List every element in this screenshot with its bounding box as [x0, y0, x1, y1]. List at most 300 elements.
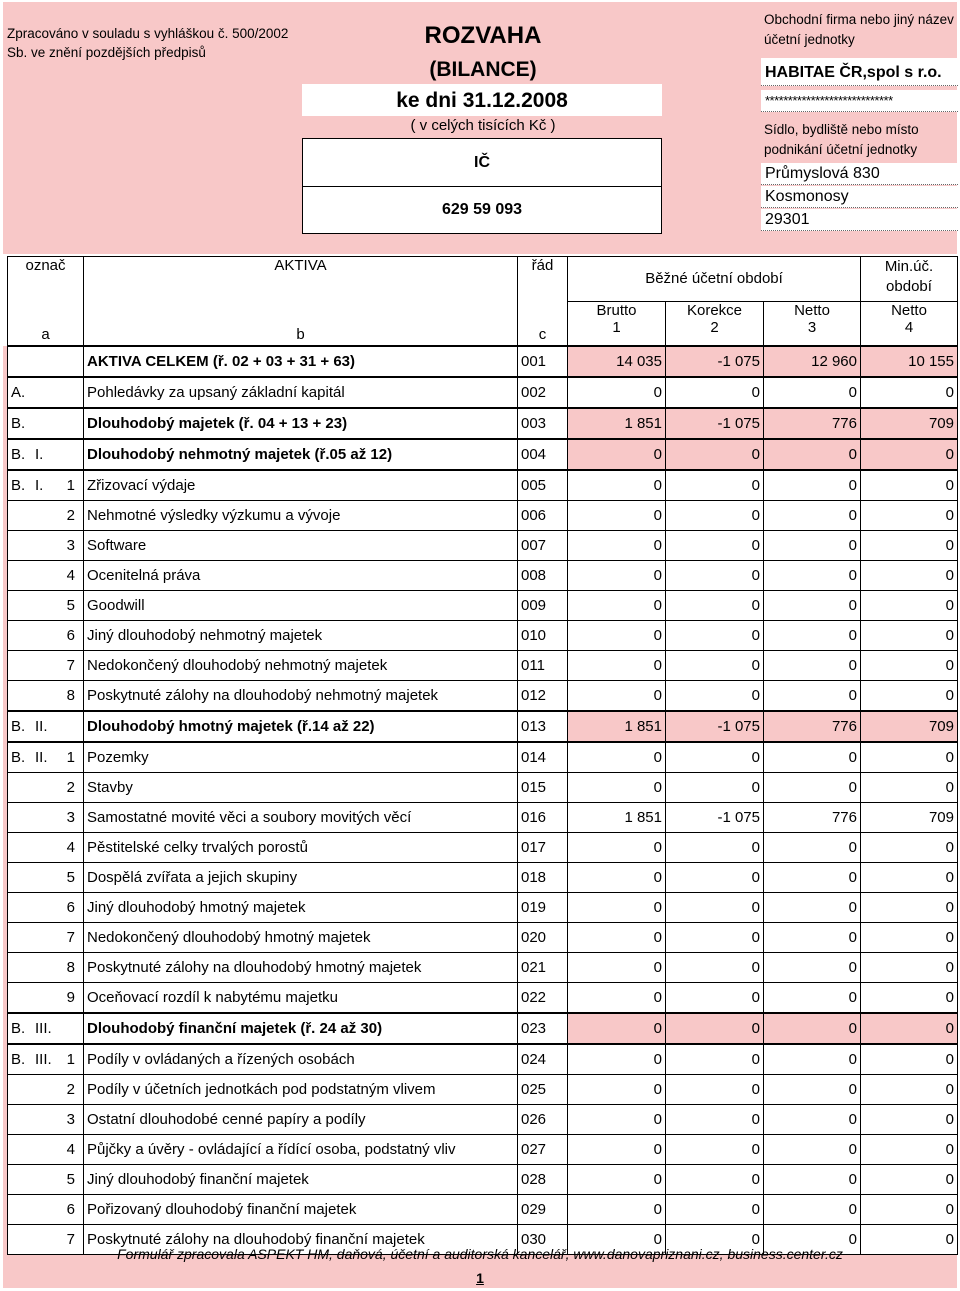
row-label: Goodwill	[84, 591, 518, 621]
value-brutto: 0	[568, 1195, 666, 1225]
value-prev-netto: 0	[861, 953, 958, 983]
col-korekce-no: 2	[710, 318, 719, 336]
value-brutto: 0	[568, 1013, 666, 1044]
value-brutto: 0	[568, 561, 666, 591]
table-row	[8, 621, 958, 651]
row-label: Pozemky	[84, 742, 518, 773]
value-prev-netto: 0	[861, 1225, 958, 1255]
designation-c: 5	[66, 1171, 75, 1188]
report-date: ke dni 31.12.2008	[302, 84, 662, 116]
designation-b: I.	[35, 446, 44, 463]
value-netto: 0	[764, 1044, 861, 1075]
value-netto: 0	[764, 893, 861, 923]
value-prev-netto: 0	[861, 1044, 958, 1075]
value-prev-netto: 0	[861, 591, 958, 621]
row-label: AKTIVA CELKEM (ř. 02 + 03 + 31 + 63)	[84, 346, 518, 377]
table-row	[8, 1135, 958, 1165]
value-prev-netto: 0	[861, 923, 958, 953]
value-korekce: 0	[666, 833, 764, 863]
value-korekce: 0	[666, 1135, 764, 1165]
row-designation	[8, 953, 84, 983]
row-label: Samostatné movité věci a soubory movitých věcí	[84, 803, 518, 833]
value-korekce: 0	[666, 1105, 764, 1135]
row-designation	[8, 377, 84, 408]
value-korekce: 0	[666, 439, 764, 470]
value-netto: 0	[764, 863, 861, 893]
table-row	[8, 803, 958, 833]
row-number: 006	[518, 501, 568, 531]
value-netto: 0	[764, 1165, 861, 1195]
table-row	[8, 1044, 958, 1075]
value-netto: 0	[764, 1075, 861, 1105]
designation-c: 9	[66, 989, 75, 1006]
value-brutto: 0	[568, 439, 666, 470]
designation-c: 3	[66, 809, 75, 826]
value-korekce: 0	[666, 983, 764, 1014]
row-designation	[8, 893, 84, 923]
row-number: 005	[518, 470, 568, 501]
row-label: Jiný dlouhodobý hmotný majetek	[84, 893, 518, 923]
table-row	[8, 1075, 958, 1105]
ic-value: 629 59 093	[441, 201, 523, 218]
table-row	[8, 711, 958, 742]
value-brutto: 0	[568, 953, 666, 983]
row-number: 001	[518, 346, 568, 377]
col-rad-sub: c	[538, 326, 547, 343]
value-korekce: 0	[666, 893, 764, 923]
value-netto: 0	[764, 983, 861, 1014]
ic-box	[302, 138, 662, 234]
value-prev-netto: 0	[861, 531, 958, 561]
value-brutto: 0	[568, 501, 666, 531]
value-prev-netto: 0	[861, 439, 958, 470]
value-korekce: 0	[666, 1165, 764, 1195]
value-prev-netto: 709	[861, 408, 958, 439]
value-korekce: 0	[666, 681, 764, 712]
designation-a: A.	[11, 384, 26, 401]
row-label: Nedokončený dlouhodobý hmotný majetek	[84, 923, 518, 953]
table-head	[8, 257, 958, 347]
col-prev-netto-label: Netto	[891, 301, 927, 319]
row-number: 013	[518, 711, 568, 742]
address-zip: 29301	[761, 209, 958, 231]
value-netto: 0	[764, 1195, 861, 1225]
value-korekce: 0	[666, 863, 764, 893]
row-designation	[8, 408, 84, 439]
row-designation	[8, 591, 84, 621]
table-row	[8, 923, 958, 953]
row-designation	[8, 742, 84, 773]
table-row	[8, 439, 958, 470]
value-netto: 776	[764, 803, 861, 833]
value-brutto: 0	[568, 923, 666, 953]
value-netto: 0	[764, 531, 861, 561]
row-designation	[8, 651, 84, 681]
value-prev-netto: 0	[861, 833, 958, 863]
designation-c: 3	[66, 537, 75, 554]
table-row	[8, 591, 958, 621]
value-brutto: 0	[568, 621, 666, 651]
row-number: 030	[518, 1225, 568, 1255]
prev-period-header: Min.úč. období	[861, 257, 958, 302]
value-korekce: -1 075	[666, 803, 764, 833]
value-brutto: 0	[568, 893, 666, 923]
value-brutto: 14 035	[568, 346, 666, 377]
designation-b: II.	[35, 718, 48, 735]
value-korekce: 0	[666, 742, 764, 773]
designation-c: 1	[66, 749, 75, 766]
row-number: 010	[518, 621, 568, 651]
row-label: Půjčky a úvěry - ovládající a řídící osoba, podstatný vliv	[84, 1135, 518, 1165]
row-designation	[8, 1135, 84, 1165]
firm-name-continuation: ****************************	[761, 90, 958, 112]
value-prev-netto: 0	[861, 742, 958, 773]
designation-c: 2	[66, 779, 75, 796]
designation-c: 4	[66, 567, 75, 584]
row-label: Dlouhodobý finanční majetek (ř. 24 až 30)	[84, 1013, 518, 1044]
value-brutto: 0	[568, 983, 666, 1014]
value-korekce: 0	[666, 1195, 764, 1225]
designation-c: 1	[66, 477, 75, 494]
row-label: Oceňovací rozdíl k nabytému majetku	[84, 983, 518, 1014]
value-brutto: 0	[568, 470, 666, 501]
row-number: 002	[518, 377, 568, 408]
firm-label: Obchodní firma nebo jiný název účetní jednotky	[764, 12, 954, 47]
form-page	[3, 2, 957, 1288]
value-netto: 12 960	[764, 346, 861, 377]
row-designation	[8, 346, 84, 377]
value-brutto: 0	[568, 531, 666, 561]
col-rad-label: řád	[531, 257, 554, 274]
row-designation	[8, 501, 84, 531]
value-korekce: 0	[666, 1075, 764, 1105]
address-street: Průmyslová 830	[761, 163, 958, 185]
col-netto-header	[764, 301, 861, 346]
value-prev-netto: 0	[861, 621, 958, 651]
row-designation	[8, 561, 84, 591]
table-row	[8, 863, 958, 893]
row-number: 024	[518, 1044, 568, 1075]
row-number: 009	[518, 591, 568, 621]
row-label: Nehmotné výsledky výzkumu a vývoje	[84, 501, 518, 531]
row-label: Dlouhodobý nehmotný majetek (ř.05 až 12)	[84, 439, 518, 470]
row-label: Pořizovaný dlouhodobý finanční majetek	[84, 1195, 518, 1225]
value-prev-netto: 0	[861, 681, 958, 712]
value-korekce: 0	[666, 773, 764, 803]
row-number: 020	[518, 923, 568, 953]
row-designation	[8, 1195, 84, 1225]
row-number: 008	[518, 561, 568, 591]
row-number: 021	[518, 953, 568, 983]
value-prev-netto: 0	[861, 863, 958, 893]
designation-c: 8	[66, 959, 75, 976]
designation-c: 1	[66, 1051, 75, 1068]
value-brutto: 0	[568, 651, 666, 681]
row-designation	[8, 1044, 84, 1075]
value-netto: 0	[764, 953, 861, 983]
value-netto: 0	[764, 833, 861, 863]
row-number: 018	[518, 863, 568, 893]
value-prev-netto: 709	[861, 803, 958, 833]
value-prev-netto: 0	[861, 470, 958, 501]
table-row	[8, 377, 958, 408]
row-label: Podíly v ovládaných a řízených osobách	[84, 1044, 518, 1075]
row-designation	[8, 803, 84, 833]
table-row	[8, 561, 958, 591]
row-designation	[8, 681, 84, 712]
table-row	[8, 531, 958, 561]
row-designation	[8, 1165, 84, 1195]
value-prev-netto: 0	[861, 893, 958, 923]
value-netto: 0	[764, 651, 861, 681]
table-row	[8, 1013, 958, 1044]
value-korekce: 0	[666, 1013, 764, 1044]
table-row	[8, 1165, 958, 1195]
designation-b: II.	[35, 749, 48, 766]
row-label: Ocenitelná práva	[84, 561, 518, 591]
value-brutto: 0	[568, 1105, 666, 1135]
value-brutto: 0	[568, 1225, 666, 1255]
value-netto: 776	[764, 408, 861, 439]
balance-table	[7, 256, 958, 1255]
designation-c: 6	[66, 627, 75, 644]
designation-a: B.	[11, 446, 26, 463]
designation-c: 6	[66, 899, 75, 916]
value-brutto: 0	[568, 833, 666, 863]
value-brutto: 0	[568, 377, 666, 408]
designation-c: 2	[66, 1081, 75, 1098]
row-label: Stavby	[84, 773, 518, 803]
row-number: 025	[518, 1075, 568, 1105]
row-label: Zřizovací výdaje	[84, 470, 518, 501]
value-brutto: 0	[568, 863, 666, 893]
designation-c: 4	[66, 839, 75, 856]
col-oznac-label: označ	[25, 257, 66, 274]
row-designation	[8, 773, 84, 803]
value-prev-netto: 0	[861, 561, 958, 591]
value-prev-netto: 0	[861, 1165, 958, 1195]
row-number: 019	[518, 893, 568, 923]
value-prev-netto: 0	[861, 377, 958, 408]
value-netto: 0	[764, 1105, 861, 1135]
value-netto: 0	[764, 1225, 861, 1255]
value-korekce: 0	[666, 923, 764, 953]
designation-a: B.	[11, 477, 26, 494]
row-label: Pohledávky za upsaný základní kapitál	[84, 377, 518, 408]
value-netto: 0	[764, 561, 861, 591]
value-korekce: 0	[666, 651, 764, 681]
legal-note: Zpracováno v souladu s vyhláškou č. 500/2002 Sb. ve znění pozdějších předpisů	[7, 26, 289, 60]
row-designation	[8, 439, 84, 470]
designation-c: 7	[66, 1231, 75, 1248]
value-brutto: 0	[568, 591, 666, 621]
value-netto: 0	[764, 773, 861, 803]
table-row	[8, 893, 958, 923]
table-row	[8, 1105, 958, 1135]
row-designation	[8, 833, 84, 863]
row-number: 022	[518, 983, 568, 1014]
row-number: 004	[518, 439, 568, 470]
value-netto: 0	[764, 591, 861, 621]
value-korekce: -1 075	[666, 711, 764, 742]
designation-c: 7	[66, 929, 75, 946]
value-brutto: 0	[568, 1165, 666, 1195]
seat-label: Sídlo, bydliště nebo místo podnikání účetní jednotky	[764, 122, 919, 157]
designation-b: III.	[35, 1051, 52, 1068]
row-designation	[8, 863, 84, 893]
address-city: Kosmonosy	[761, 186, 958, 208]
value-korekce: 0	[666, 1225, 764, 1255]
row-number: 014	[518, 742, 568, 773]
designation-c: 8	[66, 687, 75, 704]
value-korekce: 0	[666, 1044, 764, 1075]
table-row	[8, 408, 958, 439]
value-korekce: -1 075	[666, 346, 764, 377]
designation-b: III.	[35, 1020, 52, 1037]
value-korekce: 0	[666, 621, 764, 651]
value-prev-netto: 0	[861, 1075, 958, 1105]
value-prev-netto: 10 155	[861, 346, 958, 377]
form-title: ROZVAHA	[424, 22, 542, 49]
page-number: 1	[476, 1270, 484, 1286]
row-designation	[8, 621, 84, 651]
col-brutto-label: Brutto	[596, 301, 637, 319]
row-number: 012	[518, 681, 568, 712]
value-netto: 0	[764, 1013, 861, 1044]
row-number: 023	[518, 1013, 568, 1044]
value-korekce: 0	[666, 591, 764, 621]
designation-c: 4	[66, 1141, 75, 1158]
col-aktiva-sub: b	[296, 326, 305, 343]
value-korekce: 0	[666, 501, 764, 531]
form-subtitle: (BILANCE)	[429, 58, 537, 81]
value-brutto: 1 851	[568, 803, 666, 833]
value-prev-netto: 0	[861, 501, 958, 531]
designation-c: 5	[66, 597, 75, 614]
table-row	[8, 1195, 958, 1225]
value-prev-netto: 0	[861, 1135, 958, 1165]
value-brutto: 0	[568, 742, 666, 773]
ic-label: IČ	[303, 139, 661, 187]
col-korekce-label: Korekce	[686, 301, 743, 319]
footer-credit: Formulář zpracovala ASPEKT HM, daňová, účetní a auditorská kancelář, www.danovapriznani.cz, business.center.cz	[117, 1246, 843, 1262]
row-label: Jiný dlouhodobý nehmotný majetek	[84, 621, 518, 651]
row-label: Ostatní dlouhodobé cenné papíry a podíly	[84, 1105, 518, 1135]
table-row	[8, 742, 958, 773]
value-netto: 0	[764, 621, 861, 651]
value-brutto: 0	[568, 773, 666, 803]
designation-c: 3	[66, 1111, 75, 1128]
designation-a: B.	[11, 749, 26, 766]
value-netto: 0	[764, 439, 861, 470]
table-row	[8, 470, 958, 501]
row-label: Pěstitelské celky trvalých porostů	[84, 833, 518, 863]
table-row	[8, 346, 958, 377]
value-prev-netto: 0	[861, 773, 958, 803]
col-korekce-header	[666, 301, 764, 346]
row-designation	[8, 983, 84, 1014]
designation-c: 7	[66, 657, 75, 674]
value-prev-netto: 0	[861, 651, 958, 681]
value-netto: 776	[764, 711, 861, 742]
designation-a: B.	[11, 718, 26, 735]
value-netto: 0	[764, 742, 861, 773]
value-prev-netto: 0	[861, 983, 958, 1014]
table-body	[8, 346, 958, 1255]
row-number: 007	[518, 531, 568, 561]
row-label: Dlouhodobý hmotný majetek (ř.14 až 22)	[84, 711, 518, 742]
value-brutto: 1 851	[568, 711, 666, 742]
value-netto: 0	[764, 923, 861, 953]
value-netto: 0	[764, 501, 861, 531]
value-brutto: 0	[568, 1044, 666, 1075]
designation-a: B.	[11, 415, 26, 432]
col-oznac-sub: a	[41, 326, 50, 343]
col-aktiva-label: AKTIVA	[274, 257, 327, 274]
value-prev-netto: 0	[861, 1013, 958, 1044]
row-number: 015	[518, 773, 568, 803]
row-number: 026	[518, 1105, 568, 1135]
value-prev-netto: 709	[861, 711, 958, 742]
row-designation	[8, 1075, 84, 1105]
table-row	[8, 651, 958, 681]
row-designation	[8, 923, 84, 953]
row-label: Dospělá zvířata a jejich skupiny	[84, 863, 518, 893]
col-oznac-header	[8, 257, 84, 347]
row-designation	[8, 531, 84, 561]
value-netto: 0	[764, 681, 861, 712]
row-label: Software	[84, 531, 518, 561]
value-brutto: 1 851	[568, 408, 666, 439]
row-number: 029	[518, 1195, 568, 1225]
row-label: Poskytnuté zálohy na dlouhodobý finanční majetek	[84, 1225, 518, 1255]
designation-a: B.	[11, 1051, 26, 1068]
table-row	[8, 681, 958, 712]
value-brutto: 0	[568, 1075, 666, 1105]
value-korekce: 0	[666, 377, 764, 408]
col-brutto-no: 1	[612, 318, 621, 336]
row-label: Podíly v účetních jednotkách pod podstatným vlivem	[84, 1075, 518, 1105]
table-row	[8, 773, 958, 803]
row-designation	[8, 1105, 84, 1135]
value-netto: 0	[764, 377, 861, 408]
row-designation	[8, 1013, 84, 1044]
value-netto: 0	[764, 470, 861, 501]
row-number: 028	[518, 1165, 568, 1195]
table-row	[8, 983, 958, 1014]
designation-b: I.	[35, 477, 44, 494]
value-netto: 0	[764, 1135, 861, 1165]
col-prev-netto-header	[861, 301, 958, 346]
col-rad-header	[518, 257, 568, 347]
col-netto-no: 3	[807, 318, 817, 336]
row-label: Jiný dlouhodobý finanční majetek	[84, 1165, 518, 1195]
value-prev-netto: 0	[861, 1195, 958, 1225]
row-label: Poskytnuté zálohy na dlouhodobý nehmotný majetek	[84, 681, 518, 712]
value-korekce: 0	[666, 953, 764, 983]
row-designation	[8, 470, 84, 501]
row-label: Poskytnuté zálohy na dlouhodobý hmotný majetek	[84, 953, 518, 983]
value-korekce: 0	[666, 561, 764, 591]
value-brutto: 0	[568, 1135, 666, 1165]
units-note: ( v celých tisících Kč )	[410, 117, 556, 134]
designation-c: 6	[66, 1201, 75, 1218]
row-number: 011	[518, 651, 568, 681]
value-korekce: 0	[666, 531, 764, 561]
row-number: 016	[518, 803, 568, 833]
col-brutto-header	[568, 301, 666, 346]
designation-c: 2	[66, 507, 75, 524]
